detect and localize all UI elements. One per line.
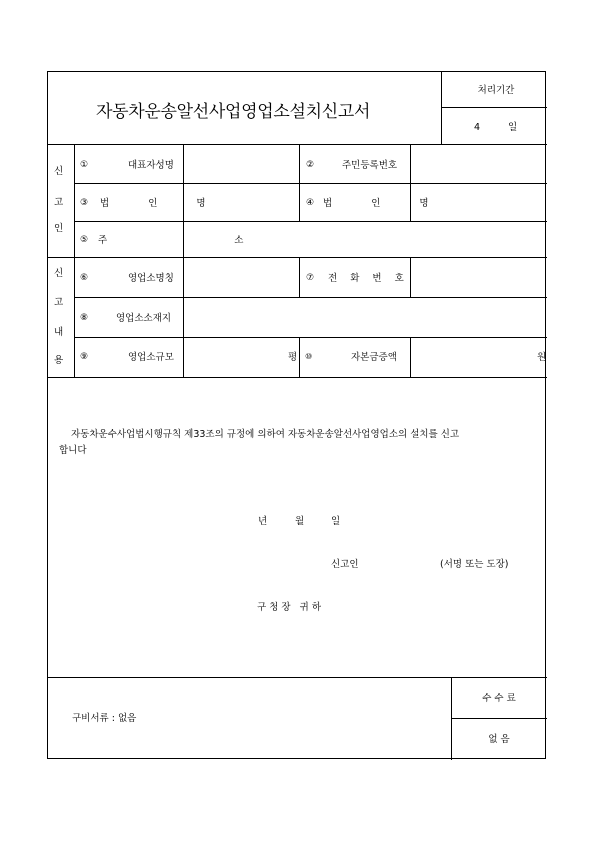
office-name-label: 영업소명칭 xyxy=(128,273,174,284)
office-size-label: 영업소규모 xyxy=(128,352,174,363)
reporter-side-char-3: 인 xyxy=(54,223,64,234)
section-line-2 xyxy=(48,377,547,378)
corporation-name-field-2[interactable] xyxy=(411,184,545,220)
side-column-divider xyxy=(74,144,75,377)
mid-divider-6 xyxy=(299,257,300,297)
office-location-label: 영업소소재지 xyxy=(116,313,172,324)
processing-period-label: 처리기간 xyxy=(477,85,515,96)
date-year-label: 년 xyxy=(258,516,268,527)
office-location-field[interactable] xyxy=(184,298,545,336)
field-number-6: ⑥ xyxy=(80,273,89,283)
footer-top-line xyxy=(48,677,547,678)
processing-period-unit: 일 xyxy=(508,122,518,133)
statement-line-1: 자동차운수사업법시행규칙 제33조의 규정에 의하여 자동차운송알선사업영업소의 설치를 신고 xyxy=(71,429,460,440)
content-side-char-3: 내 xyxy=(54,327,64,338)
resident-number-field[interactable] xyxy=(411,145,545,183)
corporation-name-label: 법 인 명 xyxy=(100,198,224,209)
field-number-10: ⑩ xyxy=(305,352,313,361)
reporter-sign-label: 신고인 xyxy=(331,559,359,570)
office-name-field[interactable] xyxy=(184,258,298,296)
field-number-7: ⑦ xyxy=(306,273,315,283)
required-documents: 구비서류 : 없음 xyxy=(72,713,137,724)
mid-divider-9 xyxy=(299,337,300,377)
phone-number-label: 전 화 번 호 xyxy=(328,273,409,284)
field-number-1: ① xyxy=(80,160,89,170)
office-size-field[interactable] xyxy=(184,338,284,376)
address-field[interactable] xyxy=(184,222,545,256)
fee-value: 없 음 xyxy=(488,734,510,745)
field-number-3: ③ xyxy=(80,198,89,208)
fee-label: 수 수 료 xyxy=(482,693,516,704)
signature-stamp-label: (서명 또는 도장) xyxy=(440,559,509,570)
content-side-char-1: 신 xyxy=(54,268,64,279)
fee-mid-line xyxy=(451,718,547,719)
field-number-5: ⑤ xyxy=(80,235,89,245)
header-divider xyxy=(441,72,442,144)
capital-increase-label: 자본금증액 xyxy=(351,352,397,363)
representative-name-field[interactable] xyxy=(184,145,298,183)
capital-increase-unit: 원 xyxy=(537,352,547,363)
corporation-name-field[interactable] xyxy=(184,184,298,220)
field-number-4: ④ xyxy=(306,198,315,208)
reporter-side-char-2: 고 xyxy=(54,197,64,208)
processing-divider xyxy=(441,107,547,108)
form-title: 자동차운송알선사업영업소설치신고서 xyxy=(96,102,371,122)
statement-line-2: 합니다 xyxy=(59,445,87,456)
representative-name-label: 대표자성명 xyxy=(128,160,174,171)
phone-number-field[interactable] xyxy=(411,258,545,296)
resident-number-label: 주민등록번호 xyxy=(342,160,398,171)
capital-increase-field[interactable] xyxy=(411,338,535,376)
date-month-label: 월 xyxy=(295,516,305,527)
office-size-unit: 평 xyxy=(288,352,298,363)
field-number-8: ⑧ xyxy=(80,313,89,323)
content-side-char-4: 용 xyxy=(54,355,64,366)
report-form xyxy=(47,71,546,759)
address-label: 주 소 xyxy=(98,235,306,246)
reporter-side-char-1: 신 xyxy=(54,166,64,177)
date-day-label: 일 xyxy=(331,516,341,527)
processing-period-value: 4 xyxy=(474,122,481,133)
content-side-char-2: 고 xyxy=(54,297,64,308)
field-number-2: ② xyxy=(306,160,315,170)
corporation-name-label-2: 법 인 명 xyxy=(323,198,447,209)
addressee: 구 청 장 귀 하 xyxy=(257,602,322,613)
field-number-9: ⑨ xyxy=(80,352,89,362)
